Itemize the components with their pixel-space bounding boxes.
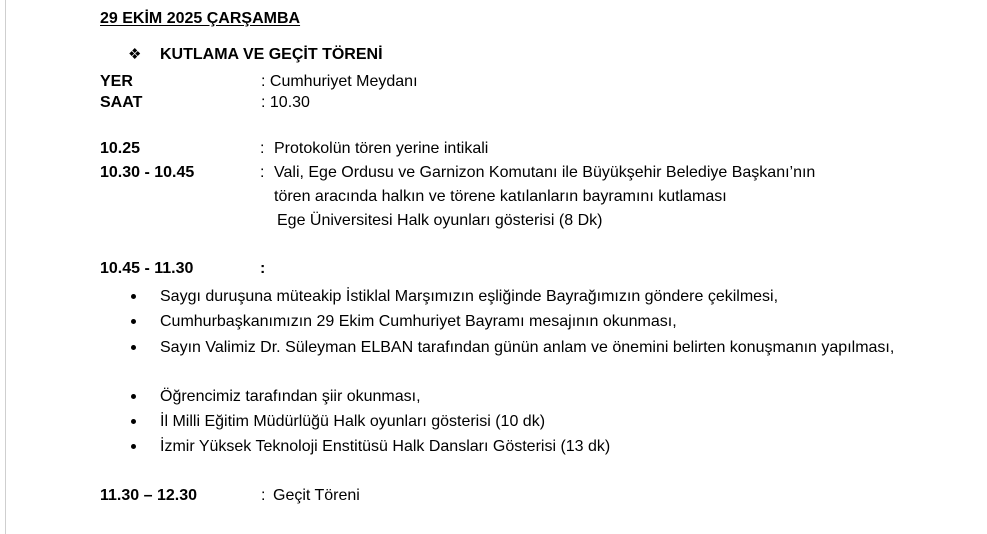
page-edge-line — [5, 0, 6, 534]
schedule-line: Ege Üniversitesi Halk oyunları gösterisi (8 Dk) — [277, 212, 603, 229]
schedule-line: Vali, Ege Ordusu ve Garnizon Komutanı ile Büyükşehir Belediye Başkanı’nın — [274, 164, 816, 181]
bullet-icon — [131, 394, 136, 399]
schedule-colon: : — [260, 140, 265, 157]
schedule-time: 11.30 – 12.30 — [100, 487, 197, 504]
list-item: Saygı duruşuna müteakip İstiklal Marşımızın eşliğinde Bayrağımızın göndere çekilmesi, — [160, 288, 779, 305]
schedule-time: 10.25 — [100, 140, 141, 157]
bullet-icon — [131, 444, 136, 449]
schedule-line: tören aracında halkın ve törene katılanların bayramını kutlaması — [274, 188, 727, 205]
bullet-icon — [131, 345, 136, 350]
bullet-icon — [131, 319, 136, 324]
location-label: YER — [100, 73, 133, 90]
section-title: KUTLAMA VE GEÇİT TÖRENİ — [160, 46, 383, 63]
list-item: İl Milli Eğitim Müdürlüğü Halk oyunları gösterisi (10 dk) — [160, 413, 546, 430]
schedule-time: 10.30 - 10.45 — [100, 164, 195, 181]
bullet-icon — [131, 419, 136, 424]
location-value: : Cumhuriyet Meydanı — [261, 73, 418, 90]
list-item: Öğrencimiz tarafından şiir okunması, — [160, 388, 421, 405]
time-label: SAAT — [100, 94, 143, 111]
schedule-colon: : — [260, 260, 266, 277]
date-heading: 29 EKİM 2025 ÇARŞAMBA — [100, 10, 301, 27]
time-value: : 10.30 — [261, 94, 310, 111]
schedule-line: Geçit Töreni — [273, 487, 360, 504]
list-item: İzmir Yüksek Teknoloji Enstitüsü Halk Dansları Gösterisi (13 dk) — [160, 438, 611, 455]
bullet-icon — [131, 294, 136, 299]
list-item: Cumhurbaşkanımızın 29 Ekim Cumhuriyet Bayramı mesajının okunması, — [160, 313, 677, 330]
schedule-time: 10.45 - 11.30 — [100, 260, 194, 277]
schedule-colon: : — [260, 164, 265, 181]
diamond-bullet-icon: ❖ — [128, 46, 142, 63]
schedule-colon: : — [261, 487, 266, 504]
list-item: Sayın Valimiz Dr. Süleyman ELBAN tarafından günün anlam ve önemini belirten konuşmanın yapılması, — [160, 339, 895, 356]
schedule-line: Protokolün tören yerine intikali — [274, 140, 489, 157]
